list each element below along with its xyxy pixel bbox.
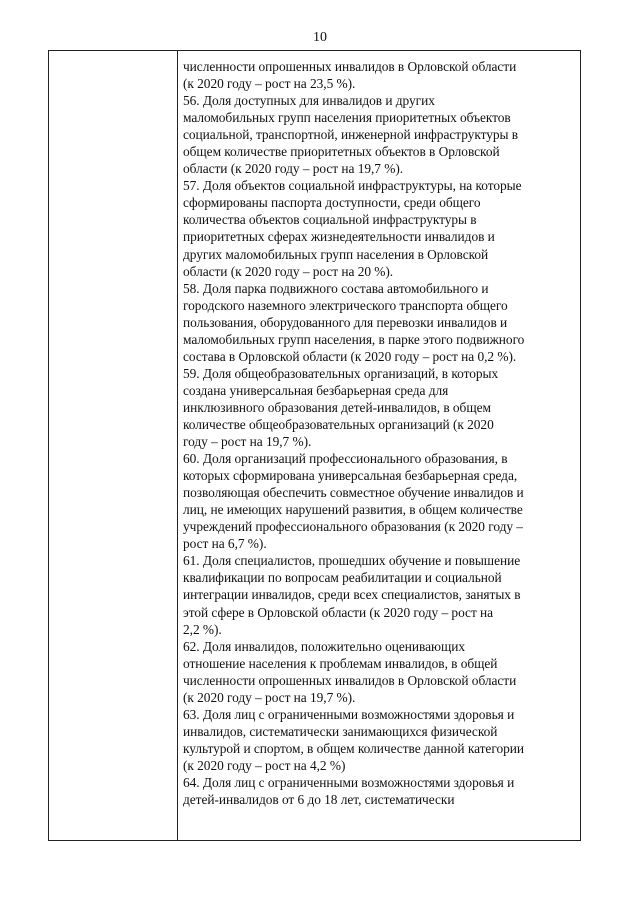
text-line: маломобильных групп населения, в парке этого подвижного [183,331,525,347]
text-line: году – рост на 19,7 %). [183,434,312,450]
text-line: этой сфере в Орловской области (к 2020 году – рост на [183,604,494,620]
text-line: 2,2 %). [183,621,222,637]
text-line: 61. Доля специалистов, прошедших обучение и повышение [183,553,521,569]
text-line: (к 2020 году – рост на 23,5 %). [183,76,356,92]
text-line: создана универсальная безбарьерная среда для [183,382,449,398]
text-line: приоритетных сферах жизнедеятельности инвалидов и [183,229,495,245]
text-line: детей-инвалидов от 6 до 18 лет, систематически [183,792,455,808]
document-table [48,50,581,841]
text-line: области (к 2020 году – рост на 20 %). [183,263,394,279]
text-line: 56. Доля доступных для инвалидов и других [183,93,435,109]
text-line: (к 2020 году – рост на 4,2 %) [183,757,346,773]
text-line: 59. Доля общеобразовательных организаций, в которых [183,365,499,381]
text-line: учреждений профессионального образования (к 2020 году – [183,519,523,535]
table-right-cell [183,58,579,808]
text-line: количества объектов социальной инфраструктуры в [183,212,477,228]
text-line: численности опрошенных инвалидов в Орловской области [183,672,517,688]
text-line: интеграции инвалидов, среди всех специалистов, занятых в [183,587,521,603]
text-line: рост на 6,7 %). [183,536,267,552]
text-line: 63. Доля лиц с ограниченными возможностями здоровья и [183,706,515,722]
text-line: которых сформирована универсальная безбарьерная среда, [183,468,518,484]
text-line: городского наземного электрического транспорта общего [183,297,508,313]
text-line: 58. Доля парка подвижного состава автомобильного и [183,280,489,296]
text-line: численности опрошенных инвалидов в Орловской области [183,59,517,74]
text-line: сформированы паспорта доступности, среди общего [183,195,481,211]
text-line: состава в Орловской области (к 2020 году – рост на 0,2 %). [183,348,517,364]
column-divider [177,51,178,840]
text-line: пользования, оборудованного для перевозки инвалидов и [183,314,508,330]
text-line: социальной, транспортной, инженерной инфраструктуры в [183,127,519,143]
text-line: инвалидов, систематически занимающихся физической [183,723,498,739]
text-line: (к 2020 году – рост на 19,7 %). [183,689,356,705]
text-line: 60. Доля организаций профессионального образования, в [183,451,508,467]
text-line: количестве общеобразовательных организаций (к 2020 [183,416,494,432]
text-line: позволяющая обеспечить совместное обучение инвалидов и [183,485,524,501]
text-line: общем количестве приоритетных объектов в Орловской [183,144,500,160]
text-line: других маломобильных групп населения в Орловской [183,246,489,262]
table-left-cell [49,51,177,840]
text-line: отношение населения к проблемам инвалидов, в общей [183,655,498,671]
text-line: 57. Доля объектов социальной инфраструктуры, на которые [183,178,522,194]
text-line: 62. Доля инвалидов, положительно оценивающих [183,638,465,654]
text-line: 64. Доля лиц с ограниченными возможностями здоровья и [183,774,515,790]
text-line: лиц, не имеющих нарушений развития, в общем количестве [183,502,523,518]
text-line: области (к 2020 году – рост на 19,7 %). [183,161,404,177]
page-number: 10 [313,30,327,45]
text-line: квалификации по вопросам реабилитации и социальной [183,570,502,586]
text-line: маломобильных групп населения приоритетных объектов [183,110,511,126]
text-line: инклюзивного образования детей-инвалидов, в общем [183,399,491,415]
text-line: культурой и спортом, в общем количестве данной категории [183,740,524,756]
